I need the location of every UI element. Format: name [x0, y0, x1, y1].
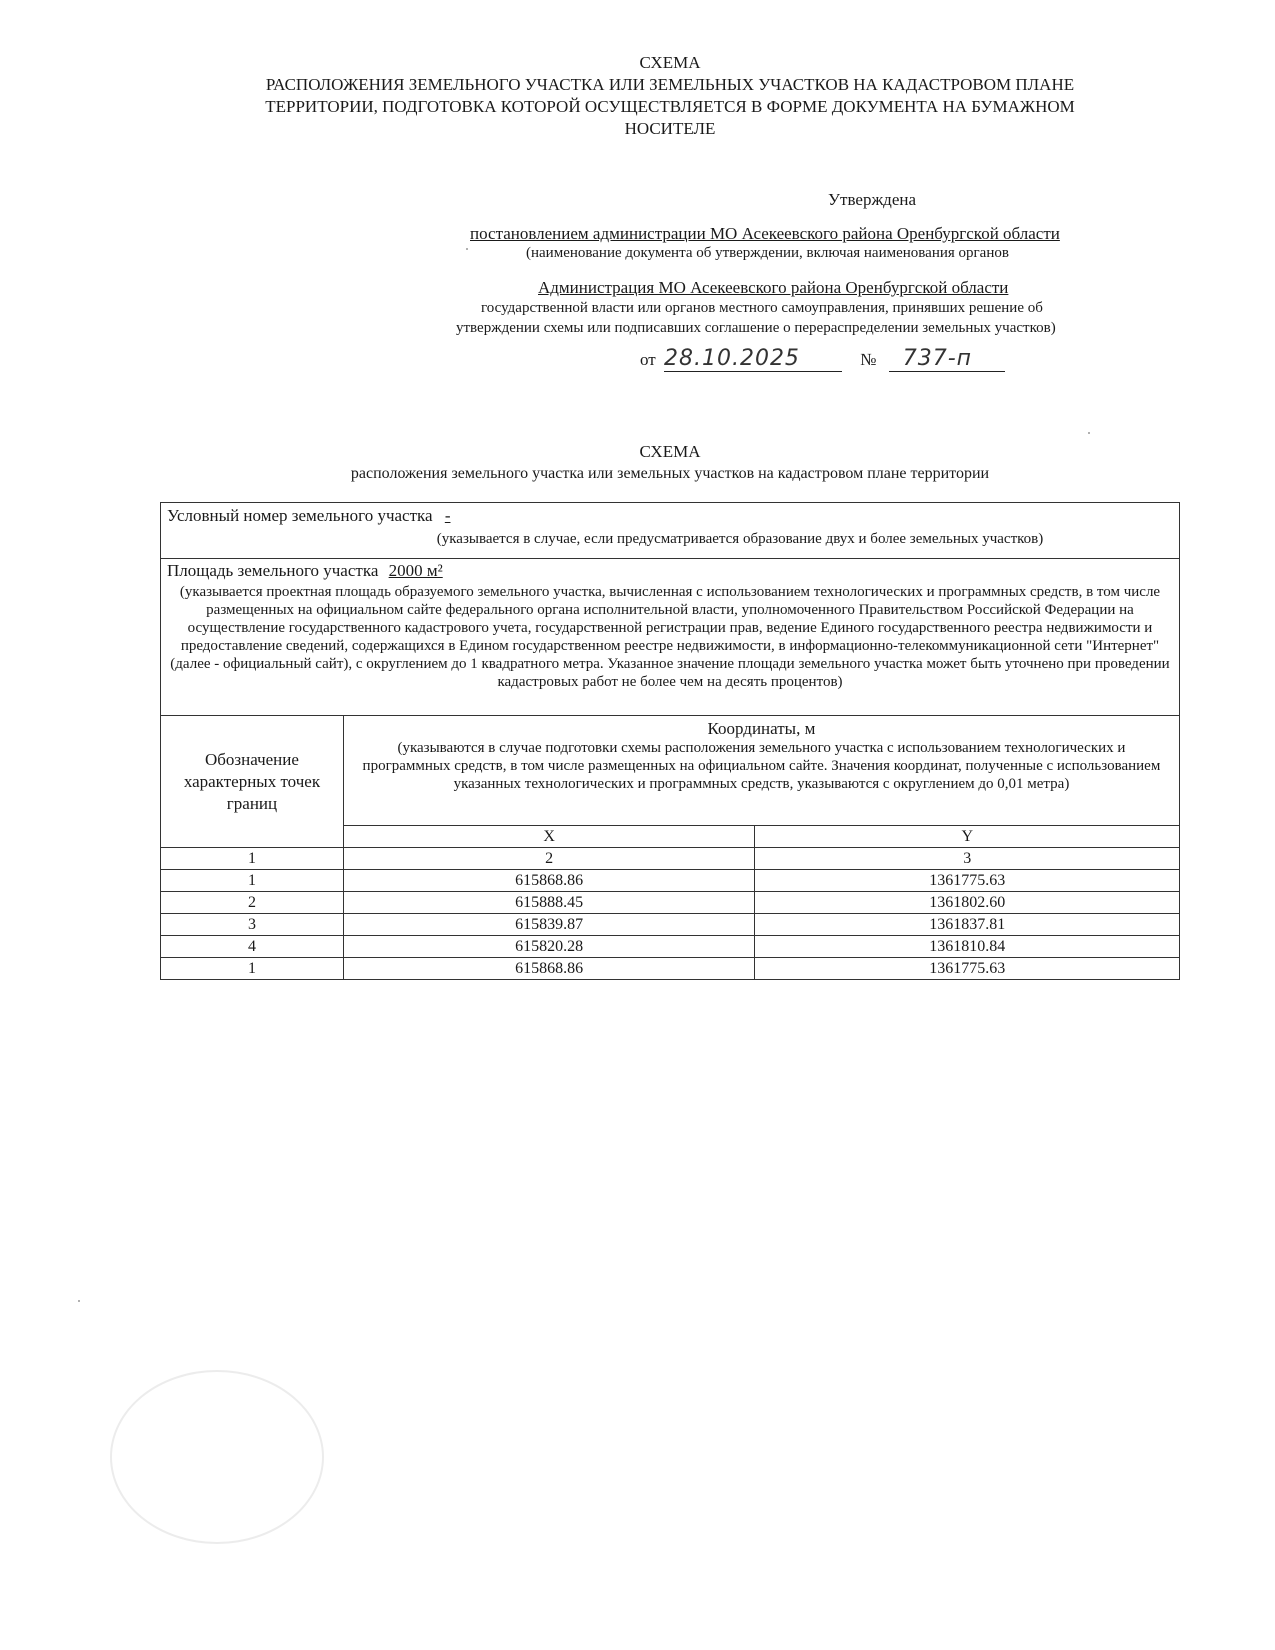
- conditional-number-value: -: [444, 506, 451, 525]
- scheme-title: СХЕМА: [639, 442, 701, 461]
- point-id: 2: [161, 892, 344, 914]
- y-coordinate: 1361775.63: [755, 870, 1180, 892]
- table-row: [161, 958, 1180, 980]
- x-coordinate: 615868.86: [343, 870, 755, 892]
- x-coordinate: 615888.45: [343, 892, 755, 914]
- y-coordinate: 1361837.81: [755, 914, 1180, 936]
- date-field: [664, 346, 842, 372]
- point-id: 1: [161, 958, 344, 980]
- number-prefix: №: [860, 350, 877, 369]
- y-header: Y: [755, 826, 1180, 848]
- coords-header: Координаты, м: [707, 719, 816, 738]
- document-title: [190, 52, 1150, 140]
- title-line: СХЕМА: [639, 53, 701, 72]
- area-row: [161, 559, 1180, 716]
- table-row: [161, 870, 1180, 892]
- table-row: [161, 892, 1180, 914]
- area-hint: (указывается проектная площадь образуемого земельного участка, вычисленная с использованием технологических и программных средств, в том числе размещенных на официальном сайте федерального органа исполнительной власти, уполномоченного Правительством Российской Федерации на осуществление государственного кадастрового учета, государственной регистрации прав, ведение Единого государственного реестра недвижимости и предоставление сведений, содержащихся в Едином государственном реестре недвижимости, в информационно-телекоммуникационной сети "Интернет" (далее - официальный сайт), с округлением до 1 квадратного метра. Указанное значение площади земельного участка может быть уточнено при проведении кадастровых работ не более чем на десять процентов): [170, 584, 1170, 690]
- column-number: 3: [755, 848, 1180, 870]
- authority-hint-line: утверждении схемы или подписавших соглашение о перераспределении земельных участков): [456, 320, 1056, 336]
- coords-header-row: [161, 716, 1180, 826]
- scan-speck: [1088, 432, 1090, 434]
- area-label: Площадь земельного участка: [167, 561, 379, 580]
- scheme-table: [160, 502, 1180, 980]
- number-field: [889, 346, 1005, 372]
- title-line: ТЕРРИТОРИИ, ПОДГОТОВКА КОТОРОЙ ОСУЩЕСТВЛЯЕТСЯ В ФОРМЕ ДОКУМЕНТА НА БУМАЖНОМ: [265, 97, 1075, 116]
- x-coordinate: 615839.87: [343, 914, 755, 936]
- x-header: X: [343, 826, 755, 848]
- coords-hint: (указываются в случае подготовки схемы расположения земельного участка с использованием технологических и программных средств, в том числе размещенных на официальном сайте. Значения координат, полученные с использованием указанных технологических и программных средств, указываются с округлением до 0,01 метра): [362, 740, 1161, 792]
- x-coordinate: 615868.86: [343, 958, 755, 980]
- scan-speck: [78, 1300, 80, 1302]
- date-prefix: от: [640, 350, 656, 369]
- column-number-row: [161, 848, 1180, 870]
- area-value: 2000 м²: [388, 561, 443, 580]
- scan-speck: [466, 248, 468, 250]
- authority-hint-line: государственной власти или органов местного самоуправления, принявших решение об: [481, 300, 1043, 316]
- point-id: 4: [161, 936, 344, 958]
- points-header: Обозначение характерных точек границ: [161, 716, 344, 848]
- approval-document-name: постановлением администрации МО Асекеевского района Оренбургской области: [470, 224, 1060, 243]
- approval-date-number: [640, 346, 1005, 372]
- x-coordinate: 615820.28: [343, 936, 755, 958]
- handwritten-date: 28.10.2025: [663, 346, 800, 371]
- approval-document-hint: (наименование документа об утверждении, включая наименования органов: [526, 245, 1009, 261]
- y-coordinate: 1361775.63: [755, 958, 1180, 980]
- handwritten-number: 737-п: [902, 346, 973, 371]
- title-line: РАСПОЛОЖЕНИЯ ЗЕМЕЛЬНОГО УЧАСТКА ИЛИ ЗЕМЕЛЬНЫХ УЧАСТКОВ НА КАДАСТРОВОМ ПЛАНЕ: [265, 75, 1075, 94]
- conditional-number-hint: (указывается в случае, если предусматривается образование двух и более земельных участков): [436, 531, 1044, 547]
- point-id: 3: [161, 914, 344, 936]
- faded-stamp-mark: [110, 1370, 324, 1544]
- y-coordinate: 1361810.84: [755, 936, 1180, 958]
- point-id: 1: [161, 870, 344, 892]
- column-number: 1: [161, 848, 344, 870]
- title-line: НОСИТЕЛЕ: [624, 119, 716, 138]
- conditional-number-label: Условный номер земельного участка: [167, 506, 433, 525]
- column-number: 2: [343, 848, 755, 870]
- approval-authority: Администрация МО Асекеевского района Оренбургской области: [538, 278, 1009, 297]
- approved-label: Утверждена: [828, 190, 917, 209]
- scheme-subtitle: расположения земельного участка или земельных участков на кадастровом плане территории: [350, 465, 990, 482]
- table-row: [161, 914, 1180, 936]
- conditional-number-row: [161, 503, 1180, 559]
- y-coordinate: 1361802.60: [755, 892, 1180, 914]
- table-row: [161, 936, 1180, 958]
